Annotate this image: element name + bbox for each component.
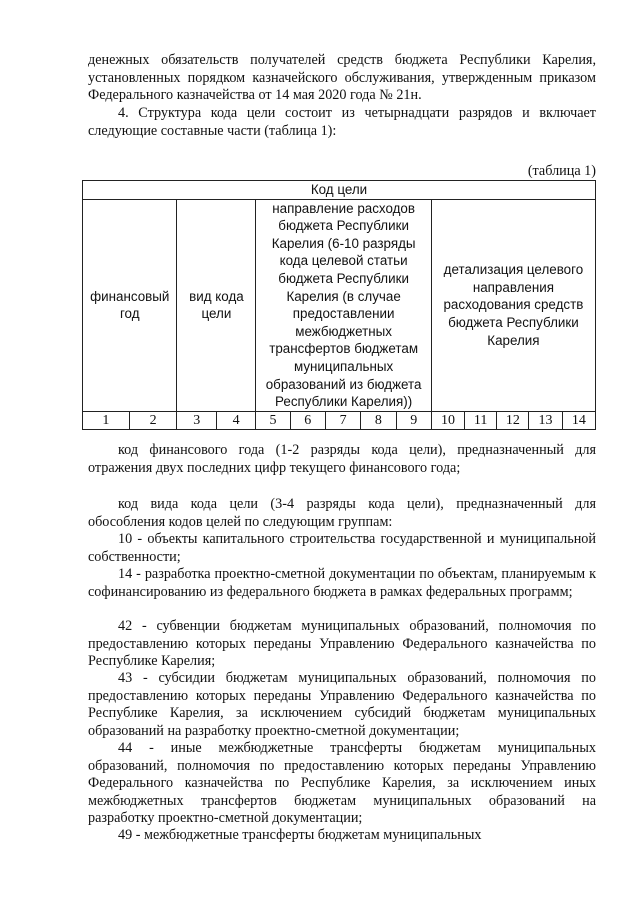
- column-target-detail: детализация целевого направления расходования средств бюджета Республики Карелия: [431, 199, 595, 411]
- column-expense-direction: направление расходов бюджета Республики Карелия (6-10 разряды кода целевой статьи бюджета Республики Карелия (в случае предоставлении межбюджетных трансфертов бюджетам муниципальных образований из бюджета Республики Карелия)): [256, 199, 431, 411]
- paragraph-group-43: 43 - субсидии бюджетам муниципальных образований, полномочия по предоставлению которых переданы Управлению Федерального казначейства по Республике Карелия, за исключением субсидий бюджетам муниципальных образований на разработку проектно-сметной документации;: [88, 670, 596, 739]
- digit-position: 5: [256, 411, 290, 430]
- digit-position: 10: [431, 411, 464, 430]
- digit-position: 7: [325, 411, 360, 430]
- digit-position: 2: [129, 411, 177, 430]
- paragraph-year-code: код финансового года (1-2 разряды кода цели), предназначенный для отражения двух последних цифр текущего финансового года;: [88, 442, 596, 476]
- digit-position: 6: [290, 411, 325, 430]
- paragraph-group-10: 10 - объекты капитального строительства государственной и муниципальной собственности;: [88, 531, 596, 565]
- paragraph-group-14: 14 - разработка проектно-сметной документации по объектам, планируемым к софинансированию из федерального бюджета в рамках федеральных программ;: [88, 566, 596, 600]
- digit-position: 3: [177, 411, 216, 430]
- digit-position: 11: [465, 411, 497, 430]
- paragraph-group-44: 44 - иные межбюджетные трансферты бюджетам муниципальных образований, полномочия по предоставлению которых переданы Управлению Федерального казначейства по Республике Карелия, за исключением иных межбюджетных трансфертов бюджетам муниципальных образований на разработку проектно-сметной документации;: [88, 740, 596, 827]
- digit-position: 12: [497, 411, 529, 430]
- digit-position: 9: [396, 411, 431, 430]
- table-header: Код цели: [83, 181, 596, 200]
- digit-position: 14: [562, 411, 595, 430]
- paragraph-group-42: 42 - субвенции бюджетам муниципальных образований, полномочия по предоставлению которых переданы Управлению Федерального казначейства по Республике Карелия;: [88, 618, 596, 670]
- digit-position: 4: [216, 411, 255, 430]
- table-caption: (таблица 1): [527, 163, 596, 179]
- column-financial-year: финансовый год: [83, 199, 177, 411]
- column-code-type: вид кода цели: [177, 199, 256, 411]
- paragraph-group-49: 49 - межбюджетные трансферты бюджетам муниципальных: [118, 827, 482, 843]
- digit-position: 1: [83, 411, 130, 430]
- digit-position: 8: [361, 411, 396, 430]
- intro-paragraph: денежных обязательств получателей средств бюджета Республики Карелия, установленных порядком казначейского обслуживания, утвержденным приказом Федерального казначейства от 14 мая 2020 года № 21н.: [88, 52, 596, 104]
- digit-position: 13: [529, 411, 562, 430]
- paragraph-code-type: код вида кода цели (3-4 разряды кода цели), предназначенный для обособления кодов целей по следующим группам:: [88, 496, 596, 530]
- paragraph-4: 4. Структура кода цели состоит из четырнадцати разрядов и включает следующие составные части (таблица 1):: [88, 105, 596, 139]
- code-structure-table: [82, 180, 596, 430]
